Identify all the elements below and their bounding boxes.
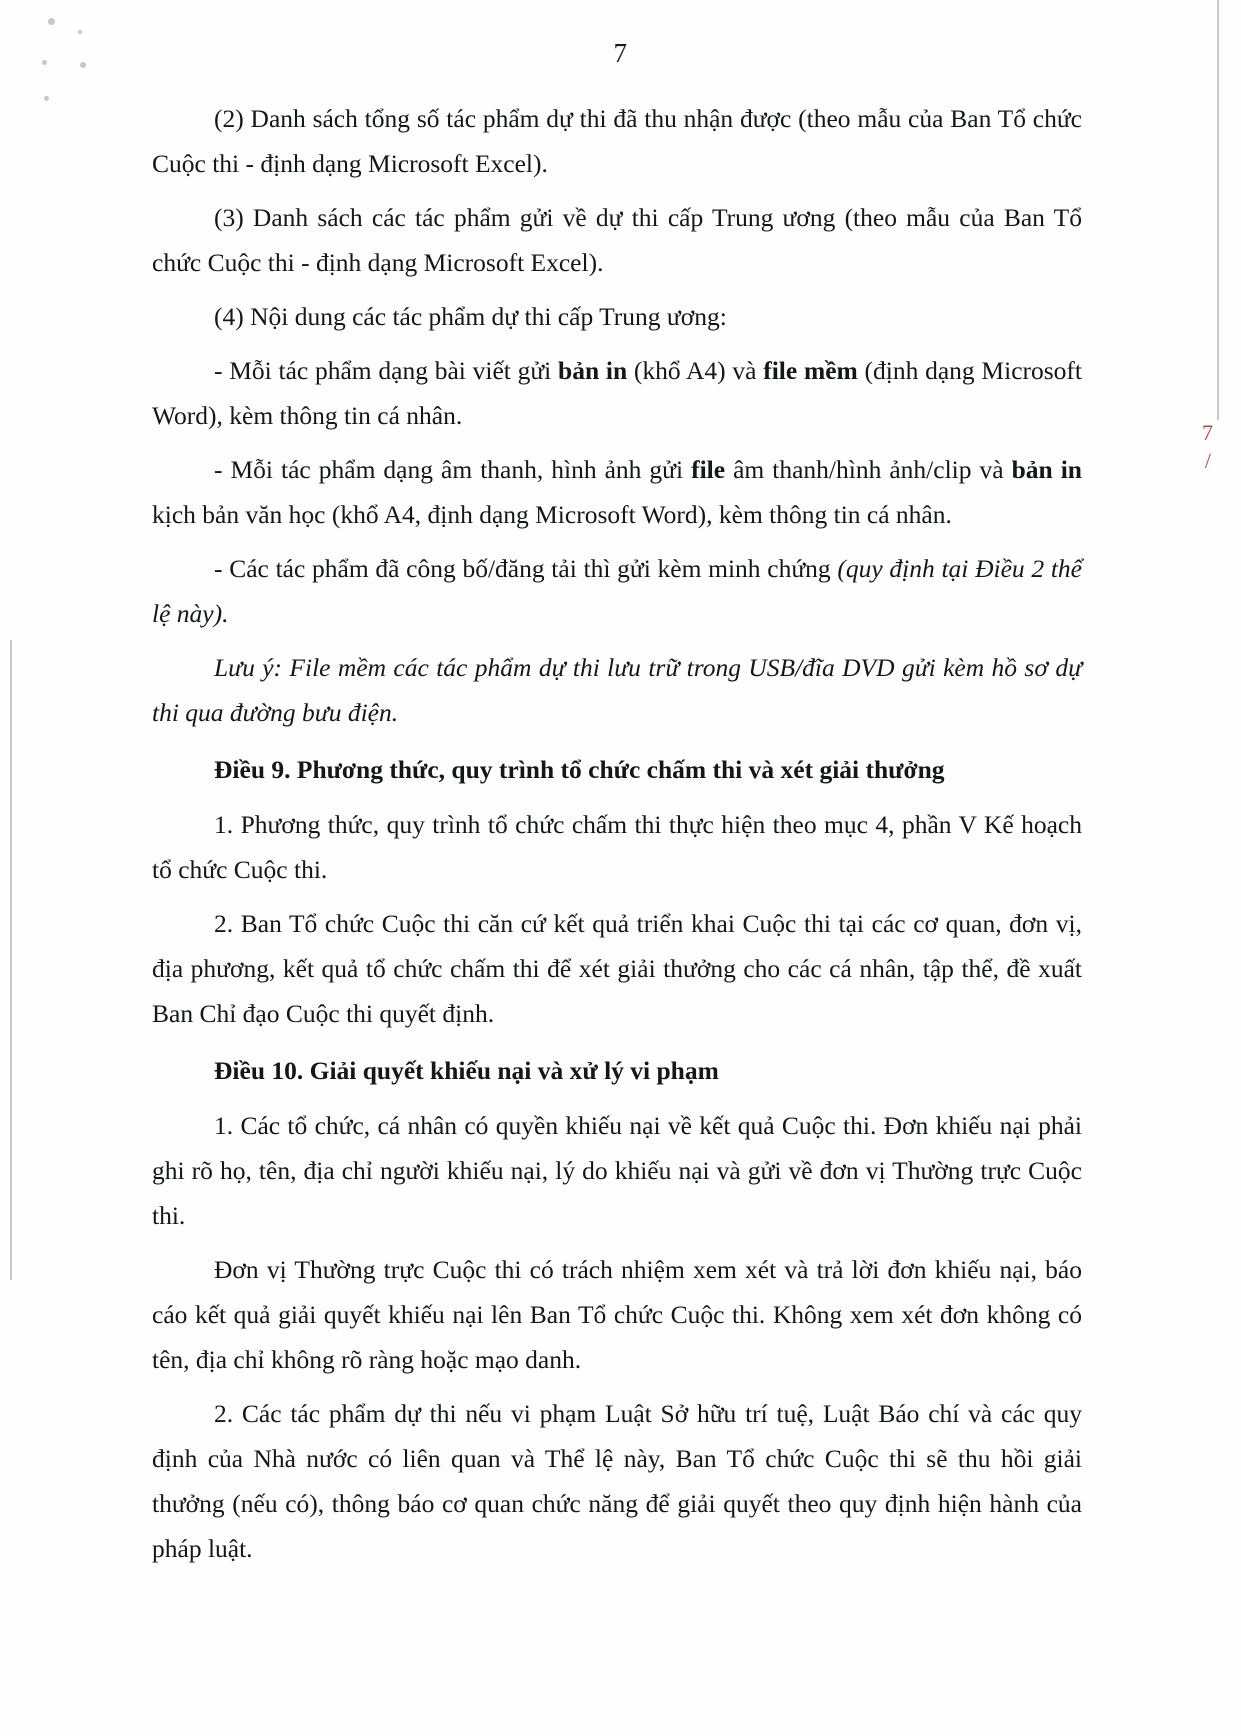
scan-speck <box>44 96 49 101</box>
margin-annotation: 7 <box>1202 420 1213 445</box>
text-run: bản in <box>558 356 628 385</box>
text-run: Đơn vị Thường trực Cuộc thi có trách nhiệm xem xét và trả lời đơn khiếu nại, báo cáo kết quả giải quyết khiếu nại lên Ban Tổ chức Cuộc thi. Không xem xét đơn không có tên, địa chỉ không rõ ràng hoặc mạo danh. <box>152 1255 1082 1374</box>
text-run: - Mỗi tác phẩm dạng âm thanh, hình ảnh gửi <box>214 455 692 484</box>
paragraph-9-2 <box>152 901 1082 1036</box>
text-run: - Mỗi tác phẩm dạng bài viết gửi <box>214 356 559 385</box>
text-run: bản in <box>1011 455 1082 484</box>
paragraph-dash-3 <box>152 546 1082 636</box>
text-run: (định dạng Microsoft Word), kèm thông tin cá nhân. <box>152 356 1083 430</box>
text-run: (2) Danh sách tổng số tác phẩm dự thi đã thu nhận được (theo mẫu của Ban Tổ chức Cuộc thi - định dạng Microsoft Excel). <box>152 104 1082 178</box>
paragraph-10-1b <box>152 1247 1082 1382</box>
paragraph-10-2 <box>152 1391 1082 1571</box>
text-run: Điều 10. Giải quyết khiếu nại và xử lý vi phạm <box>214 1056 719 1085</box>
margin-annotation-tick: / <box>1204 448 1211 473</box>
paragraph-10-1 <box>152 1103 1082 1238</box>
text-run: kịch bản văn học (khổ A4, định dạng Microsoft Word), kèm thông tin cá nhân. <box>152 500 952 529</box>
text-run: 2. Ban Tổ chức Cuộc thi căn cứ kết quả triển khai Cuộc thi tại các cơ quan, đơn vị, địa phương, kết quả tổ chức chấm thi để xét giải thưởng cho các cá nhân, tập thể, đề xuất Ban Chỉ đạo Cuộc thi quyết định. <box>152 909 1082 1028</box>
document-body <box>152 96 1082 1580</box>
paragraph-dash-1 <box>152 348 1082 438</box>
text-run: - Các tác phẩm đã công bố/đăng tải thì gửi kèm minh chứng <box>214 554 838 583</box>
text-run: 1. Các tổ chức, cá nhân có quyền khiếu nại về kết quả Cuộc thi. Đơn khiếu nại phải ghi rõ họ, tên, địa chỉ người khiếu nại, lý do khiếu nại và gửi về đơn vị Thường trực Cuộc thi. <box>152 1111 1082 1230</box>
scan-speck <box>78 30 82 34</box>
heading-dieu-10 <box>152 1048 1082 1093</box>
paragraph-9-1 <box>152 802 1082 892</box>
text-run: âm thanh/hình ảnh/clip và <box>725 455 1012 484</box>
text-run: 2. Các tác phẩm dự thi nếu vi phạm Luật Sở hữu trí tuệ, Luật Báo chí và các quy định của Nhà nước có liên quan và Thể lệ này, Ban Tổ chức Cuộc thi sẽ thu hồi giải thưởng (nếu có), thông báo cơ quan chức năng để giải quyết theo quy định hiện hành của pháp luật. <box>152 1399 1082 1563</box>
scan-speck <box>48 18 55 25</box>
text-run: Lưu ý: File mềm các tác phẩm dự thi lưu trữ trong USB/đĩa DVD gửi kèm hồ sơ dự thi qua đường bưu điện. <box>152 653 1082 727</box>
paragraph-note <box>152 645 1082 735</box>
paragraph-item-4 <box>152 294 1082 339</box>
paragraph-item-2 <box>152 96 1082 186</box>
text-run: (khổ A4) và <box>627 356 764 385</box>
text-run: file mềm <box>763 356 858 385</box>
paragraph-dash-2 <box>152 447 1082 537</box>
page-number: 7 <box>613 38 628 68</box>
page-edge-line-left <box>10 640 12 1280</box>
heading-dieu-9 <box>152 747 1082 792</box>
text-run: (4) Nội dung các tác phẩm dự thi cấp Trung ương: <box>214 302 727 331</box>
text-run: (3) Danh sách các tác phẩm gửi về dự thi cấp Trung ương (theo mẫu của Ban Tổ chức Cuộc thi - định dạng Microsoft Excel). <box>152 203 1082 277</box>
text-run: Điều 9. Phương thức, quy trình tổ chức chấm thi và xét giải thưởng <box>214 755 945 784</box>
text-run: file <box>691 455 726 484</box>
paragraph-item-3 <box>152 195 1082 285</box>
text-run: 1. Phương thức, quy trình tổ chức chấm thi thực hiện theo mục 4, phần V Kế hoạch tổ chức Cuộc thi. <box>152 810 1082 884</box>
text-run: (quy định tại Điều 2 thể lệ này). <box>152 554 1082 628</box>
